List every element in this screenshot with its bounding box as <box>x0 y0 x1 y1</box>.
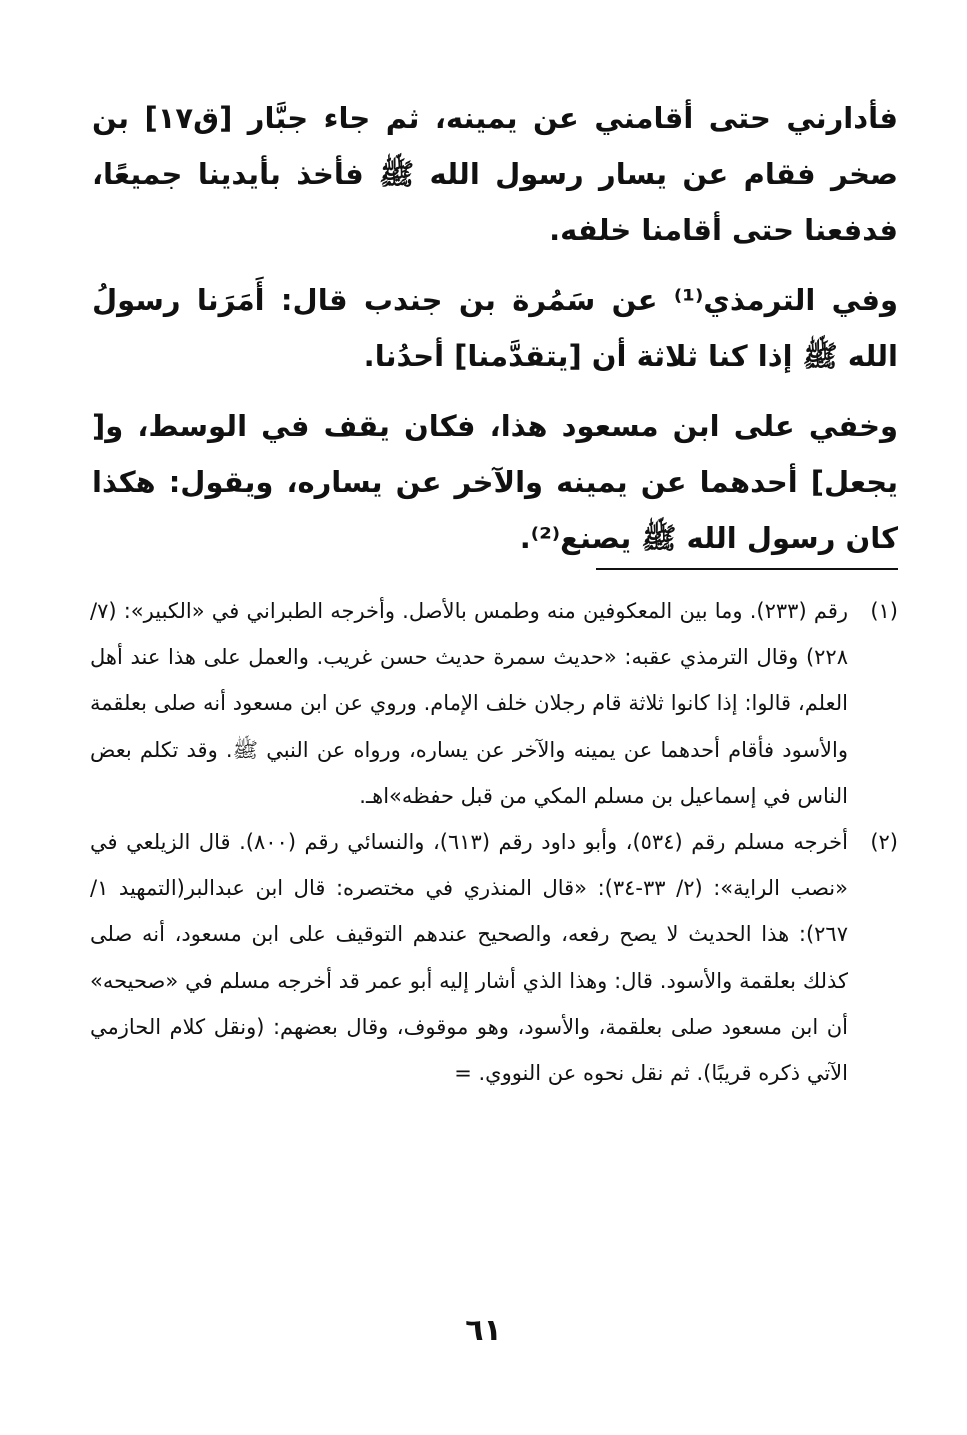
footnotes <box>90 588 898 1096</box>
paragraph-3: وخفي على ابن مسعود هذا، فكان يقف في الوسط، و[ يجعل] أحدهما عن يمينه والآخر عن يساره، ويقول: هكذا كان رسول الله ﷺ يصنع⁽²⁾. <box>92 409 898 555</box>
footnote-separator <box>596 568 898 570</box>
footnote-1-number: (١) <box>870 599 898 623</box>
footnote-1 <box>90 588 898 819</box>
footnote-2-number: (٢) <box>870 830 898 855</box>
page-number: ٦١ <box>465 1313 502 1348</box>
footnote-2 <box>90 819 898 1096</box>
footnote-1-text: رقم (٢٣٣). وما بين المعكوفين منه وطمس بالأصل. وأخرجه الطبراني في «الكبير»: (٧/ ٢٢٨) وقال الترمذي عقبه: «حديث سمرة حديث حسن غريب. والعمل على هذا عند أهل العلم، قالوا: إذا كانوا ثلاثة قام رجلان خلف الإمام. وروي عن ابن مسعود أنه صلى بعلقمة والأسود فأقام أحدهما عن يمينه والآخر عن يساره، ورواه عن النبي ﷺ. وقد تكلم بعض الناس في إسماعيل بن مسلم المكي من قبل حفظه»اهـ. <box>90 599 848 808</box>
paragraph-2: وفي الترمذي⁽¹⁾ عن سَمُرة بن جندب قال: أَمَرَنا رسولُ الله ﷺ إذا كنا ثلاثة أن [يتقدَّمنا] أحدُنا. <box>92 283 898 373</box>
main-text <box>92 90 898 566</box>
paragraph-1: فأدارني حتى أقامني عن يمينه، ثم جاء جبَّار [ق١٧] بن صخر فقام عن يسار رسول الله ﷺ فأخذ بأيدينا جميعًا، فدفعنا حتى أقامنا خلفه. <box>92 101 898 247</box>
footnote-2-text: أخرجه مسلم رقم (٥٣٤)، وأبو داود رقم (٦١٣)، والنسائي رقم (٨٠٠). قال الزيلعي في «نصب الراية»: (٢/ ٣٣-٣٤): «قال المنذري في مختصره: قال ابن عبدالبر(التمهيد ١/ ٢٦٧): هذا الحديث لا يصح رفعه، والصحيح عندهم التوقيف على ابن مسعود، أنه صلى كذلك بعلقمة والأسود. قال: وهذا الذي أشار إليه أبو عمر قد أخرجه مسلم في «صحيحه» أن ابن مسعود صلى بعلقمة، والأسود، وهو موقوف، وقال بعضهم: (ونقل كلام الحازمي الآتي ذكره قريبًا). ثم نقل نحوه عن النووي. = <box>90 830 849 1086</box>
